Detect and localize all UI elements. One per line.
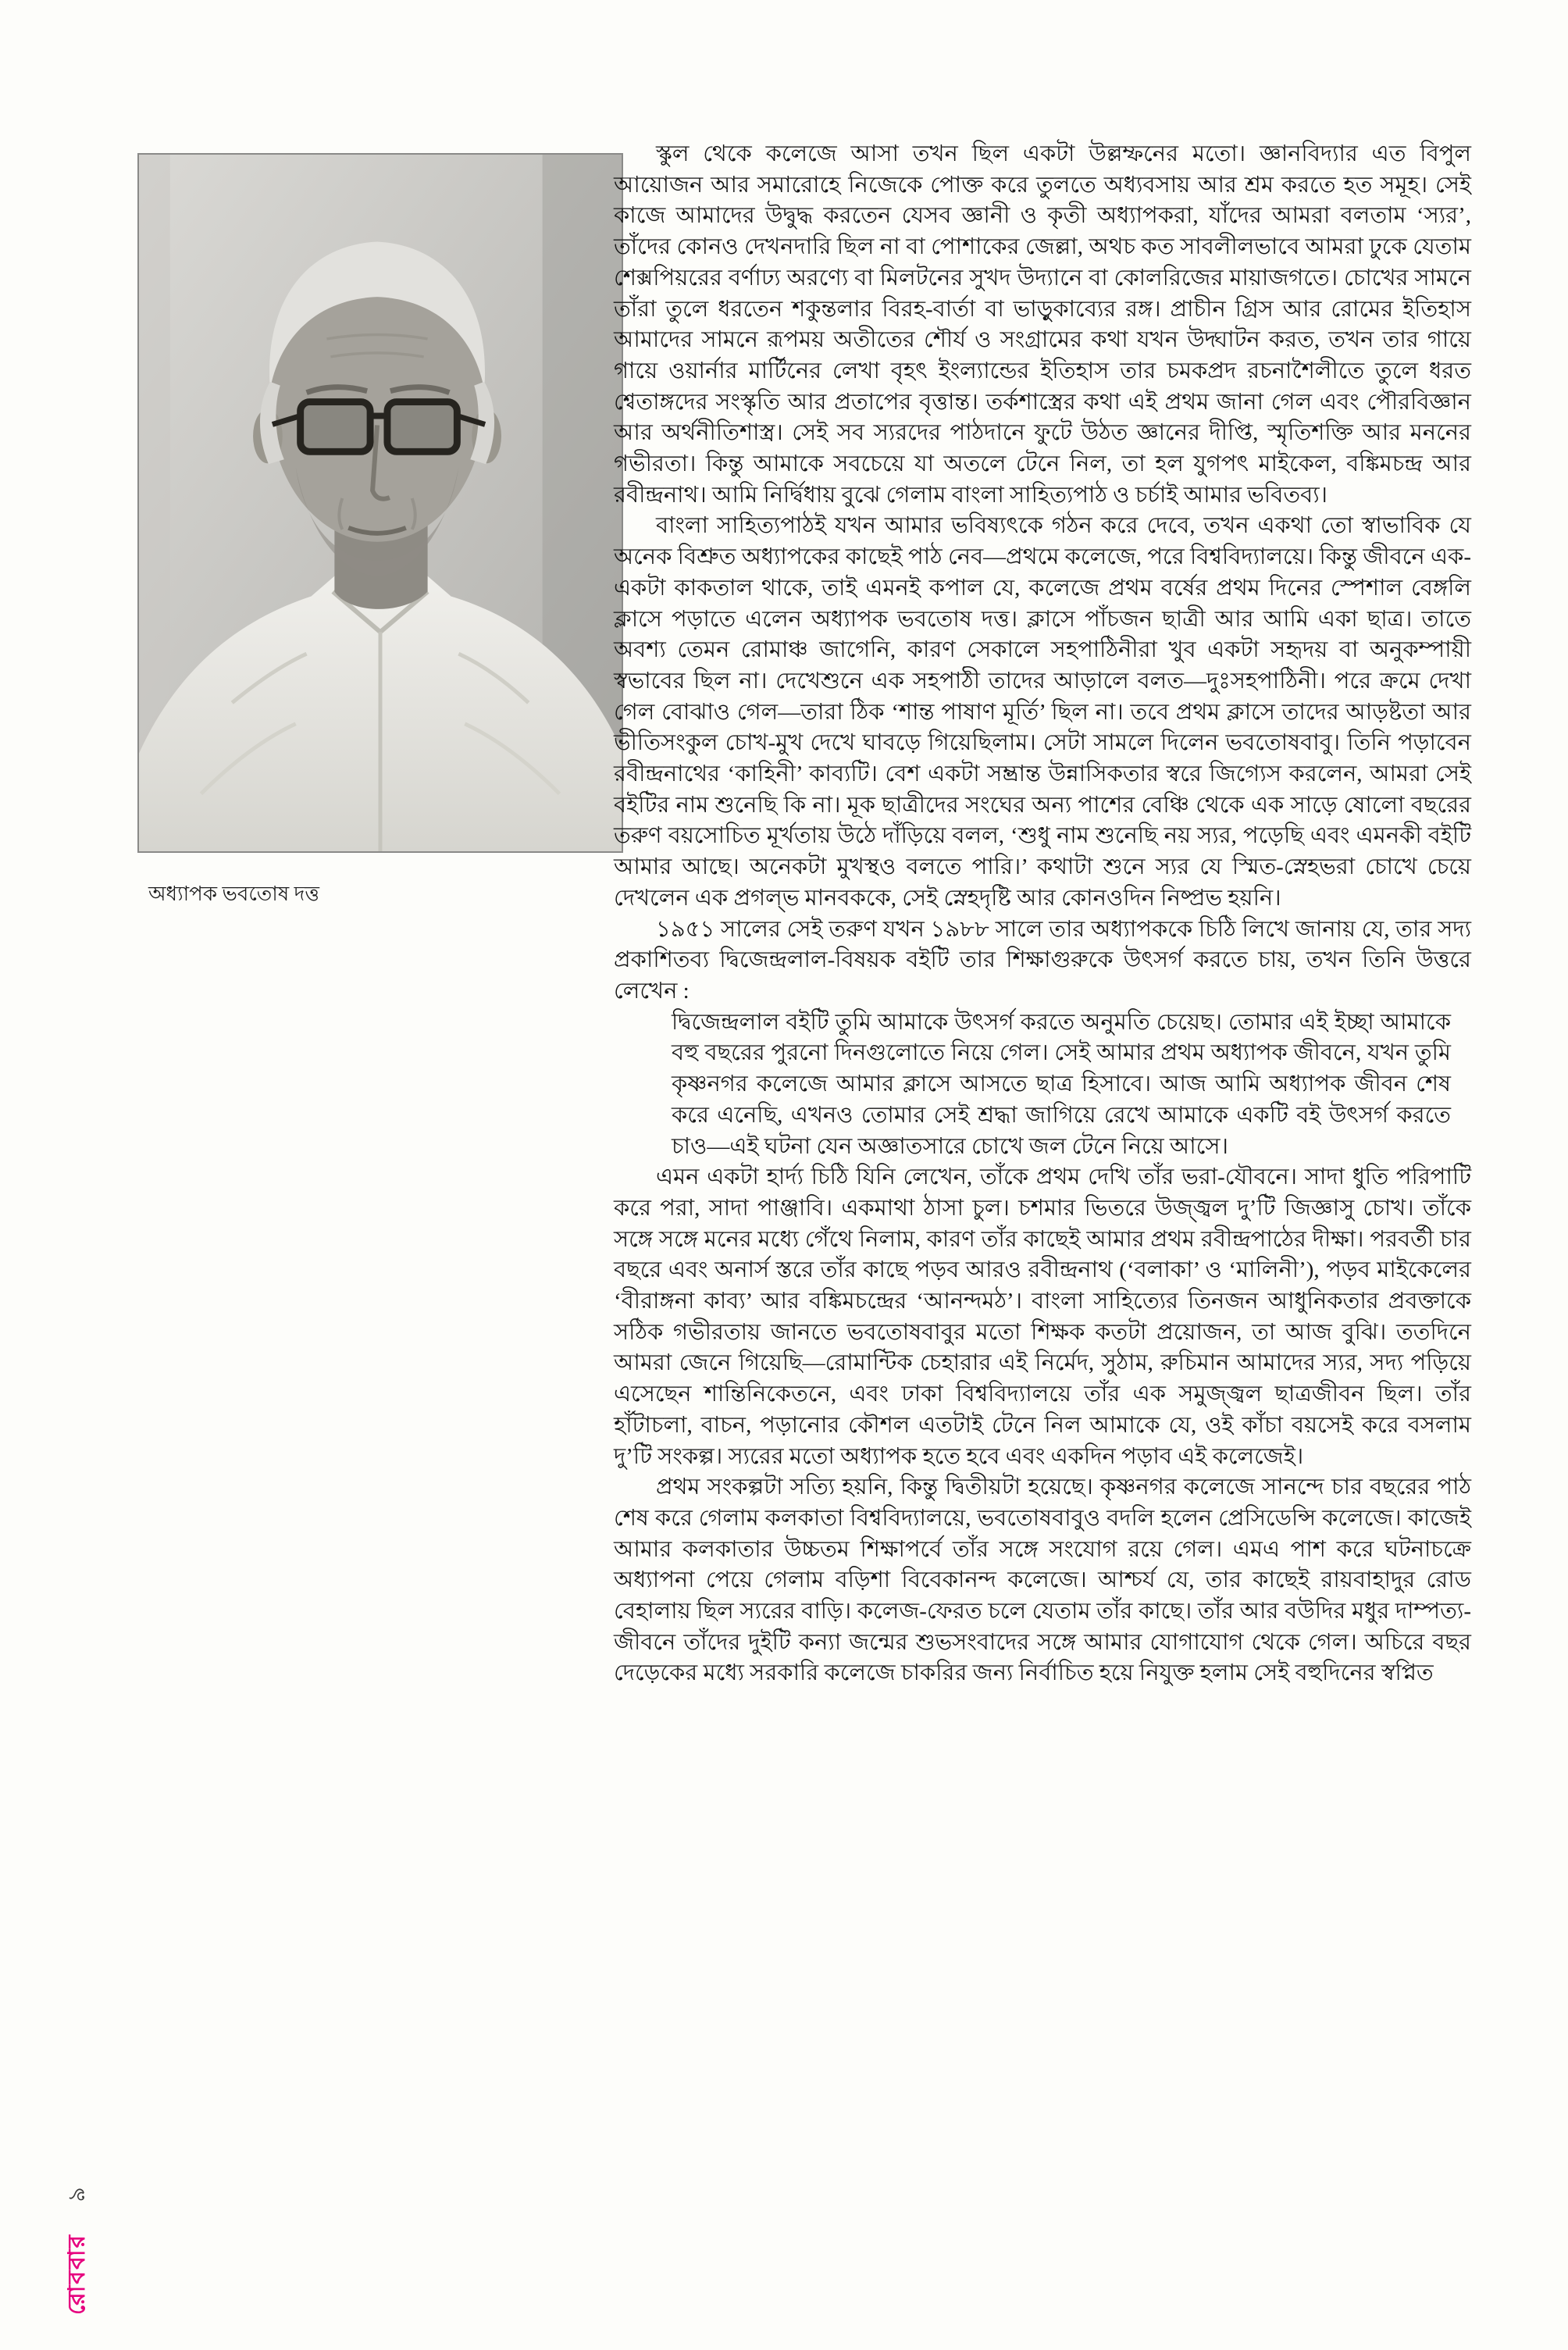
portrait-photo-illustration	[139, 155, 622, 851]
page-number: ৯	[64, 2185, 90, 2202]
article-paragraph: ১৯৫১ সালের সেই তরুণ যখন ১৯৮৮ সালে তার অধ্যাপককে চিঠি লিখে জানায় যে, তার সদ্য প্রকাশিতব্য দ্বিজেন্দ্রলাল-বিষয়ক বইটি তার শিক্ষাগুরুকে উৎসর্গ করতে চায়, তখন তিনি উত্তরে লেখেন :	[614, 916, 1471, 1004]
article-quote-paragraph: দ্বিজেন্দ্রলাল বইটি তুমি আমাকে উৎসর্গ করতে অনুমতি চেয়েছ। তোমার এই ইচ্ছা আমাকে বহু বছরের পুরনো দিনগুলোতে নিয়ে গেল। সেই আমার প্রথম অধ্যাপক জীবনে, যখন তুমি কৃষ্ণনগর কলেজে আমার ক্লাসে আসতে ছাত্র হিসাবে। আজ আমি অধ্যাপক জীবন শেষ করে এনেছি, এখনও তোমার সেই শ্রদ্ধা জাগিয়ে রেখে আমাকে একটি বই উৎসর্গ করতে চাও—এই ঘটনা যেন অজ্ঞাতসারে চোখে জল টেনে নিয়ে আসে।	[672, 1009, 1451, 1159]
article-paragraph: প্রথম সংকল্পটা সত্যি হয়নি, কিন্তু দ্বিতীয়টা হয়েছে। কৃষ্ণনগর কলেজে সানন্দে চার বছরের পাঠ শেষ করে গেলাম কলকাতা বিশ্ববিদ্যালয়ে, ভবতোষবাবুও বদলি হলেন প্রেসিডেন্সি কলেজে। কাজেই আমার কলকাতার উচ্চতম শিক্ষাপর্বে তাঁর সঙ্গে সংযোগ রয়ে গেল। এমএ পাশ করে ঘটনাচক্রে অধ্যাপনা পেয়ে গেলাম বড়িশা বিবেকানন্দ কলেজে। আশ্চর্য যে, তার কাছেই রায়বাহাদুর রোড বেহালায় ছিল স্যরের বাড়ি। কলেজ-ফেরত চলে যেতাম তাঁর কাছে। তাঁর আর বউদির মধুর দাম্পত্য-জীবনে তাঁদের দুইটি কন্যা জন্মের শুভসংবাদের সঙ্গে আমার যোগাযোগ থেকে গেল। অচিরে বছর দেড়েকের মধ্যে সরকারি কলেজে চাকরির জন্য নির্বাচিত হয়ে নিযুক্ত হলাম সেই বহুদিনের স্বপ্নিত	[614, 1475, 1471, 1686]
portrait-photo	[137, 153, 623, 853]
article-body	[614, 139, 1471, 1689]
article-paragraph: স্কুল থেকে কলেজে আসা তখন ছিল একটা উল্লম্ফনের মতো। জ্ঞানবিদ্যার এত বিপুল আয়োজন আর সমারোহে নিজেকে পোক্ত করে তুলতে অধ্যবসায় আর শ্রম করতে হত সমূহ। সেই কাজে আমাদের উদ্বুদ্ধ করতেন যেসব জ্ঞানী ও কৃতী অধ্যাপকরা, যাঁদের আমরা বলতাম ‘স্যর’, তাঁদের কোনও দেখনদারি ছিল না বা পোশাকের জেল্লা, অথচ কত সাবলীলভাবে আমরা ঢুকে যেতাম শেক্সপিয়রের বর্ণাঢ্য অরণ্যে বা মিলটনের সুখদ উদ্যানে বা কোলরিজের মায়াজগতে। চোখের সামনে তাঁরা তুলে ধরতেন শকুন্তলার বিরহ-বার্তা বা ভাড়ুকাব্যের রঙ্গ। প্রাচীন গ্রিস আর রোমের ইতিহাস আমাদের সামনে রূপময় অতীতের শৌর্য ও সংগ্রামের কথা যখন উদ্ঘাটন করত, তখন তার গায়ে গায়ে ওয়ার্নার মার্টিনের লেখা বৃহৎ ইংল্যান্ডের ইতিহাস তার চমকপ্রদ রচনাশৈলীতে তুলে ধরত শ্বেতাঙ্গদের সংস্কৃতি আর প্রতাপের বৃত্তান্ত। তর্কশাস্ত্রের কথা এই প্রথম জানা গেল এবং পৌরবিজ্ঞান আর অর্থনীতিশাস্ত্র। সেই সব স্যরদের পাঠদানে ফুটে উঠত জ্ঞানের দীপ্তি, স্মৃতিশক্তি আর মননের গভীরতা। কিন্তু আমাকে সবচেয়ে যা অতলে টেনে নিল, তা হল যুগপৎ মাইকেল, বঙ্কিমচন্দ্র আর রবীন্দ্রনাথ। আমি নির্দ্বিধায় বুঝে গেলাম বাংলা সাহিত্যপাঠ ও চর্চাই আমার ভবিতব্য।	[614, 141, 1471, 508]
page-folio	[58, 2185, 98, 2315]
article-paragraph: বাংলা সাহিত্যপাঠই যখন আমার ভবিষ্যৎকে গঠন করে দেবে, তখন একথা তো স্বাভাবিক যে অনেক বিশ্রুত অধ্যাপকের কাছেই পাঠ নেব—প্রথমে কলেজে, পরে বিশ্ববিদ্যালয়ে। কিন্তু জীবনে এক-একটা কাকতাল থাকে, তাই এমনই কপাল যে, কলেজে প্রথম বর্ষের প্রথম দিনের স্পেশাল বেঙ্গলি ক্লাসে পড়াতে এলেন অধ্যাপক ভবতোষ দত্ত। ক্লাসে পাঁচজন ছাত্রী আর আমি একা ছাত্র। তাতে অবশ্য তেমন রোমাঞ্চ জাগেনি, কারণ সেকালে সহপাঠিনীরা খুব একটা সহৃদয় বা অনুকম্পায়ী স্বভাবের ছিল না। দেখেশুনে এক সহপাঠী তাদের আড়ালে বলত—দুঃসহপাঠিনী। পরে ক্রমে দেখা গেল বোঝাও গেল—তারা ঠিক ‘শান্ত পাষাণ মূর্তি’ ছিল না। তবে প্রথম ক্লাসে তাদের আড়ষ্টতা আর ভীতিসংকুল চোখ-মুখ দেখে ঘাবড়ে গিয়েছিলাম। সেটা সামলে দিলেন ভবতোষবাবু। তিনি পড়াবেন রবীন্দ্রনাথের ‘কাহিনী’ কাব্যটি। বেশ একটা সম্ভ্রান্ত উন্নাসিকতার স্বরে জিগ্যেস করলেন, আমরা সেই বইটির নাম শুনেছি কি না। মূক ছাত্রীদের সংঘের অন্য পাশের বেঞ্চি থেকে এক সাড়ে ষোলো বছরের তরুণ বয়সোচিত মূর্খতায় উঠে দাঁড়িয়ে বলল, ‘শুধু নাম শুনেছি নয় স্যর, পড়েছি এবং এমনকী বইটি আমার আছে। অনেকটা মুখস্থও বলতে পারি।’ কথাটা শুনে স্যর যে স্মিত-স্নেহভরা চোখে চেয়ে দেখলেন এক প্রগল্ভ মানবককে, সেই স্নেহদৃষ্টি আর কোনওদিন নিষ্প্রভ হয়নি।	[614, 513, 1471, 911]
article-paragraph: এমন একটা হার্দ্য চিঠি যিনি লেখেন, তাঁকে প্রথম দেখি তাঁর ভরা-যৌবনে। সাদা ধুতি পরিপাটি করে পরা, সাদা পাঞ্জাবি। একমাথা ঠাসা চুল। চশমার ভিতরে উজ্জ্বল দু’টি জিজ্ঞাসু চোখ। তাঁকে সঙ্গে সঙ্গে মনের মধ্যে গেঁথে নিলাম, কারণ তাঁর কাছেই আমার প্রথম রবীন্দ্রপাঠের দীক্ষা। পরবর্তী চার বছরে এবং অনার্স স্তরে তাঁর কাছে পড়ব আরও রবীন্দ্রনাথ (‘বলাকা’ ও ‘মালিনী’), পড়ব মাইকেলের ‘বীরাঙ্গনা কাব্য’ আর বঙ্কিমচন্দ্রের ‘আনন্দমঠ’। বাংলা সাহিত্যের তিনজন আধুনিকতার প্রবক্তাকে সঠিক গভীরতায় জানতে ভবতোষবাবুর মতো শিক্ষক কতটা প্রয়োজন, তা আজ বুঝি। ততদিনে আমরা জেনে গিয়েছি—রোমান্টিক চেহারার এই নির্মেদ, সুঠাম, রুচিমান আমাদের স্যর, সদ্য পড়িয়ে এসেছেন শান্তিনিকেতনে, এবং ঢাকা বিশ্ববিদ্যালয়ে তাঁর এক সমুজ্জ্বল ছাত্রজীবন ছিল। তাঁর হাঁটাচলা, বাচন, পড়ানোর কৌশল এতটাই টেনে নিল আমাকে যে, ওই কাঁচা বয়সেই করে বসলাম দু’টি সংকল্প। স্যরের মতো অধ্যাপক হতে হবে এবং একদিন পড়াব এই কলেজেই।	[614, 1164, 1471, 1469]
photo-caption: অধ্যাপক ভবতোষ দত্ত	[148, 883, 319, 905]
magazine-name-vertical: রোববার	[64, 2234, 90, 2315]
